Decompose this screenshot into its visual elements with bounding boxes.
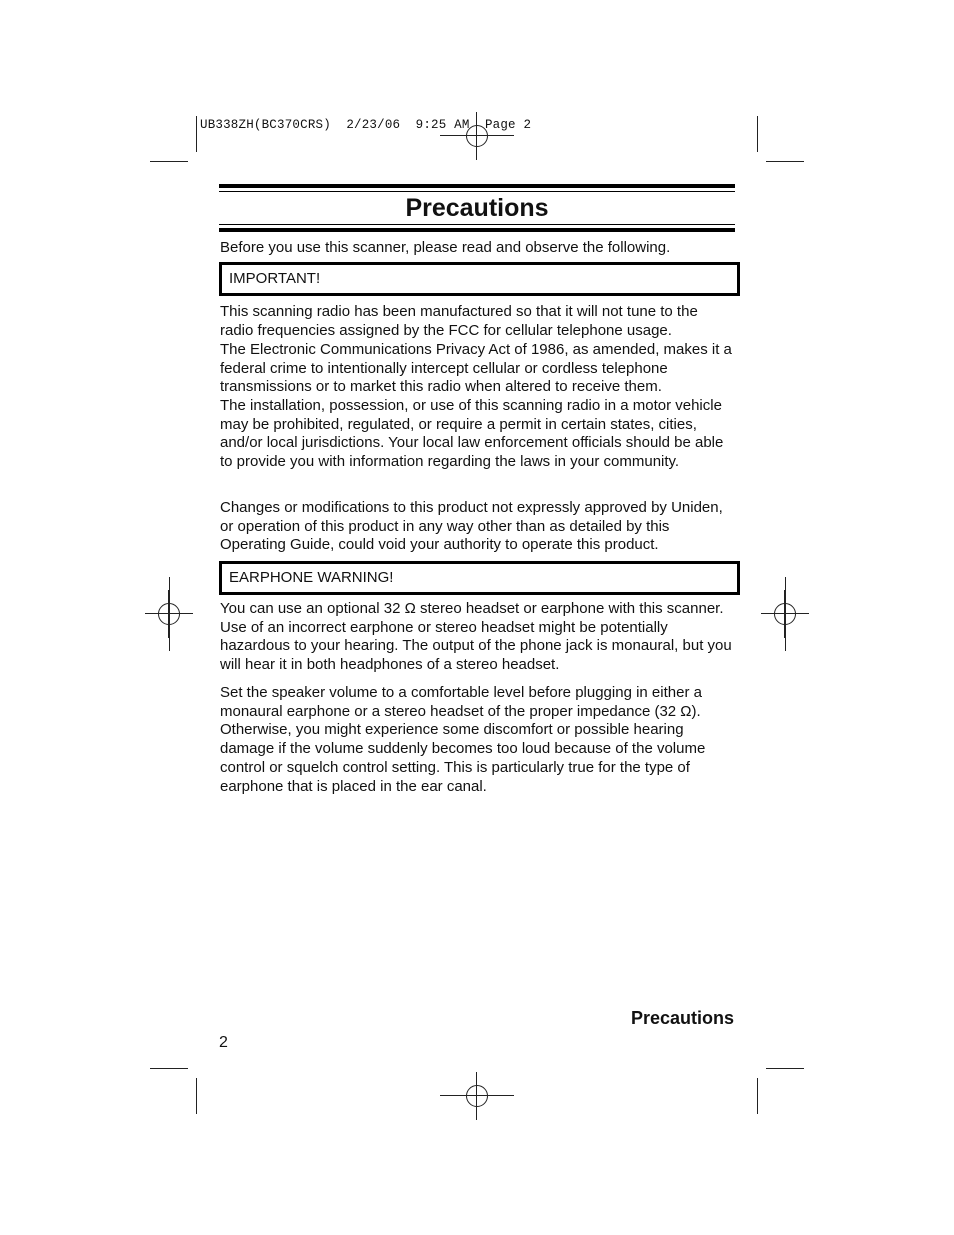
- earphone-warning-box: EARPHONE WARNING!: [219, 561, 740, 595]
- page-number: 2: [219, 1034, 228, 1051]
- registration-mark-icon: [453, 1072, 501, 1120]
- title-rule-bottom-thin: [219, 224, 735, 225]
- print-slug: UB338ZH(BC370CRS) 2/23/06 9:25 AM Page 2: [200, 118, 532, 132]
- important-paragraph: The Electronic Communications Privacy Act of 1986, as amended, makes it a federal crime to intentionally intercept cellular or cordless telephone transmissions or to market this radio when altered to receive them.: [220, 341, 732, 396]
- page-title: Precautions: [405, 194, 549, 222]
- important-box: IMPORTANT!: [219, 262, 740, 296]
- title-rule-top: [219, 184, 735, 188]
- crop-mark: [440, 135, 514, 136]
- crop-mark: [440, 1095, 514, 1096]
- crop-mark: [150, 161, 188, 162]
- title-rule-bottom: [219, 228, 735, 232]
- intro-text: Before you use this scanner, please read and observe the following.: [220, 239, 671, 256]
- important-paragraph: The installation, possession, or use of this scanning radio in a motor vehicle may be prohibited, regulated, or require a permit in certain states, cities, and/or local jurisdictions. Your local law enforcement officials should be able to provide you with information regarding the laws in your community.: [220, 397, 724, 471]
- crop-mark: [196, 1078, 197, 1114]
- crop-mark: [169, 577, 170, 651]
- earphone-paragraph: You can use an optional 32 Ω stereo headset or earphone with this scanner. Use of an incorrect earphone or stereo headset might be potentially hazardous to your hearing. The output of the phone jack is monaural, but you will hear it in both headphones of a stereo headset.: [220, 600, 732, 674]
- footer-section-title: Precautions: [630, 1008, 734, 1028]
- important-paragraph: Changes or modifications to this product not expressly approved by Uniden, or operation of this product in any way other than as detailed by this Operating Guide, could void your authority to operate this product.: [220, 499, 723, 554]
- crop-mark: [766, 161, 804, 162]
- crop-mark: [196, 116, 197, 152]
- crop-mark: [785, 577, 786, 651]
- crop-mark: [150, 1068, 188, 1069]
- crop-mark: [757, 1078, 758, 1114]
- crop-mark: [757, 116, 758, 152]
- earphone-paragraph: Set the speaker volume to a comfortable level before plugging in either a monaural earphone or a stereo headset of the proper impedance (32 Ω). Otherwise, you might experience some discomfort or possible hearing damage if the volume suddenly becomes too loud because of the volume control or squelch control setting. This is particularly true for the type of earphone that is placed in the ear canal.: [220, 684, 706, 795]
- important-paragraph: This scanning radio has been manufactured so that it will not tune to the radio frequencies assigned by the FCC for cellular telephone usage.: [220, 303, 698, 339]
- crop-mark: [766, 1068, 804, 1069]
